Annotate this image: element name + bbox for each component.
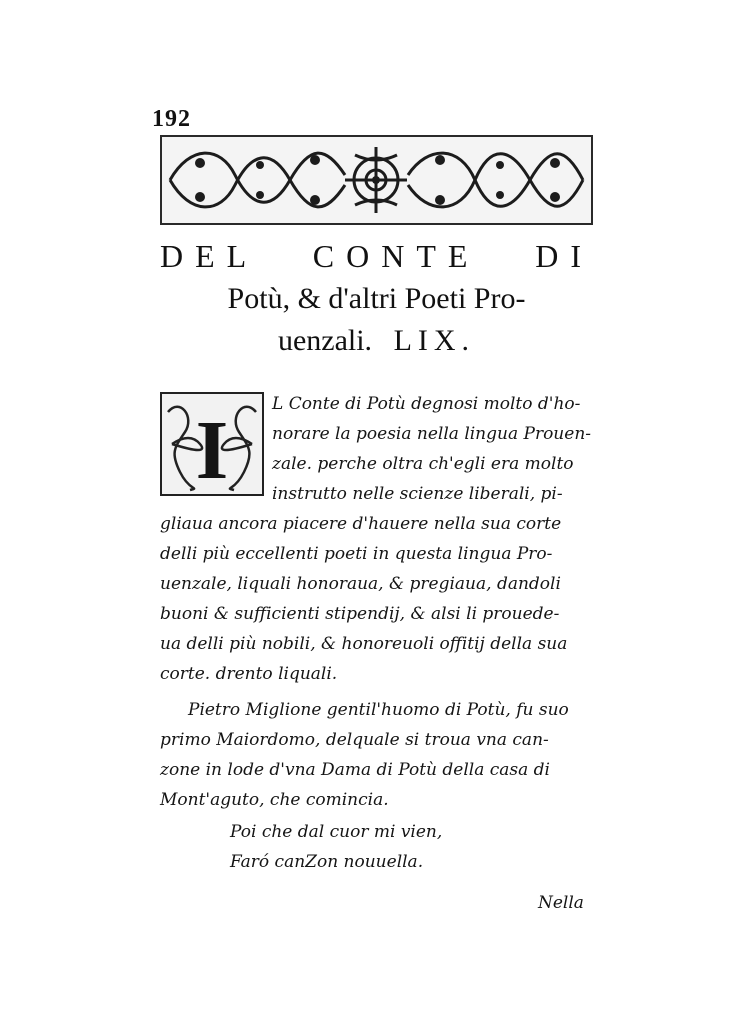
text-line: zone in lode d'vna Dama di Potù della casa di xyxy=(160,760,550,780)
text-line: gliaua ancora piacere d'hauere nella sua corte xyxy=(160,514,562,534)
text-line: zale. perche oltra ch'egli era molto xyxy=(272,454,574,474)
chapter-heading-line-3 xyxy=(160,324,593,358)
text-line: norare la poesia nella lingua Prouen- xyxy=(272,424,592,444)
chapter-heading-text: uenzali. xyxy=(277,324,373,357)
ornamental-headpiece xyxy=(160,135,593,225)
drop-cap-letter: I xyxy=(195,404,229,496)
chapter-heading-line-1: DEL CONTE DI xyxy=(160,238,593,274)
page-number: 192 xyxy=(152,106,191,132)
chapter-heading-line-2: Potù, & d'altri Poeti Pro- xyxy=(227,282,526,315)
text-line: Mont'aguto, che comincia. xyxy=(160,790,389,810)
text-line: buoni & sufficienti stipendij, & alsi li prouede- xyxy=(160,604,560,624)
text-line: uenzale, liquali honoraua, & pregiaua, dandoli xyxy=(160,574,561,594)
text-line: corte. drento liquali. xyxy=(160,664,338,684)
verse-line: Poi che dal cuor mi vien, xyxy=(230,822,443,842)
text-line: delli più eccellenti poeti in questa lingua Pro- xyxy=(160,544,553,564)
text-line: instrutto nelle scienze liberali, pi- xyxy=(272,484,563,504)
text-line: primo Maiordomo, delquale si troua vna can- xyxy=(160,730,549,750)
text-line: L Conte di Potù degnosi molto d'ho- xyxy=(272,394,581,414)
chapter-number: LIX. xyxy=(393,324,476,357)
text-line: Pietro Miglione gentil'huomo di Potù, fu suo xyxy=(188,700,569,720)
text-line: ua delli più nobili, & honoreuoli offitij della sua xyxy=(160,634,568,654)
verse-line: Faró canZon nouuella. xyxy=(230,852,424,872)
decorated-initial xyxy=(160,392,264,496)
catchword: Nella xyxy=(538,893,584,913)
